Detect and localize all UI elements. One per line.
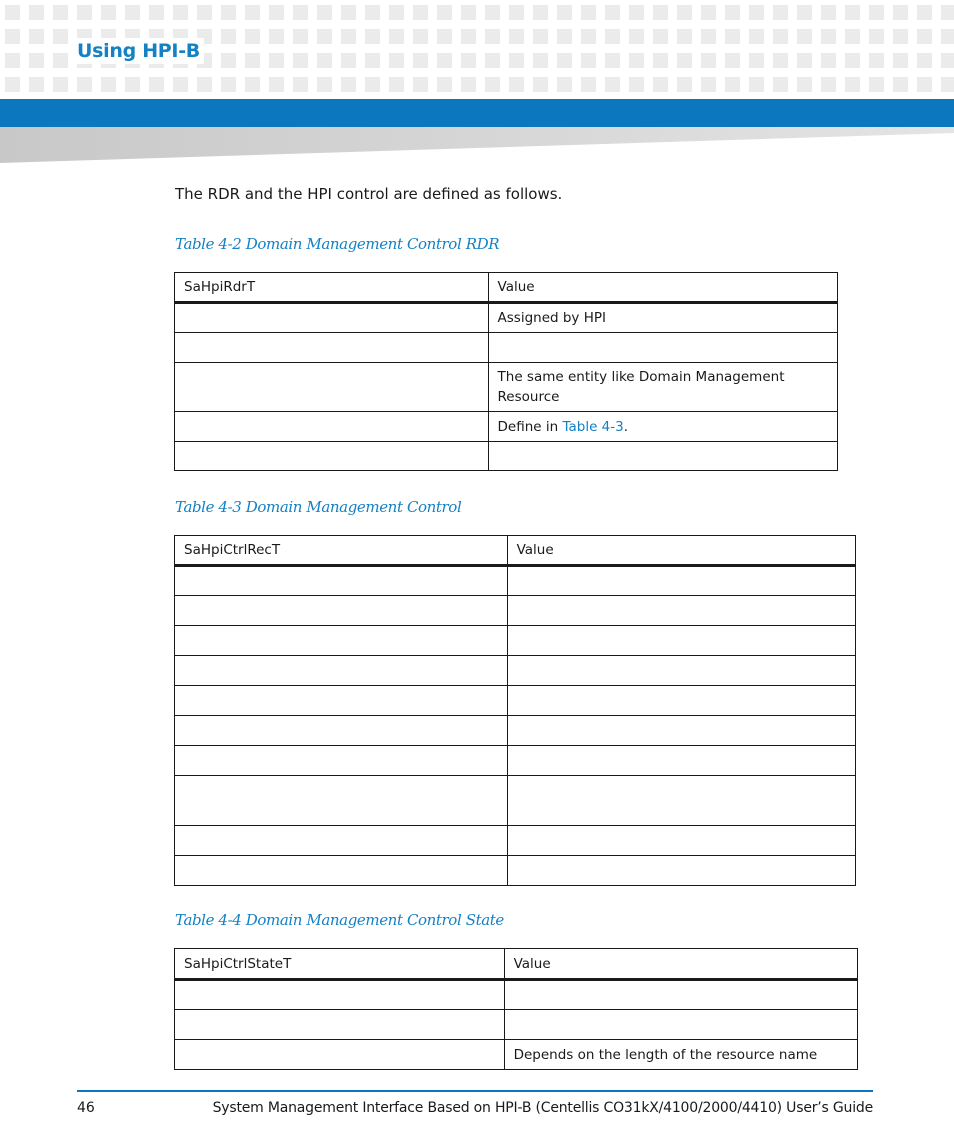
table-cell xyxy=(175,566,508,596)
header-pattern-square xyxy=(437,5,452,20)
table-cell xyxy=(175,303,489,333)
header-pattern-square xyxy=(605,53,620,68)
header-pattern-square xyxy=(365,77,380,92)
table-cell: Assigned by HPI xyxy=(488,303,837,333)
header-pattern-square xyxy=(773,5,788,20)
table-cell xyxy=(175,1010,505,1040)
header-pattern-square xyxy=(941,29,954,44)
header-pattern-square xyxy=(29,29,44,44)
table-row xyxy=(175,596,856,626)
header-pattern-square xyxy=(245,29,260,44)
header-pattern-square xyxy=(533,77,548,92)
table-cell xyxy=(488,412,837,442)
header-pattern-square xyxy=(605,5,620,20)
header-pattern-square xyxy=(581,77,596,92)
table-header-row xyxy=(175,949,858,980)
header-pattern-square xyxy=(941,53,954,68)
column-header: SaHpiRdrT xyxy=(175,273,489,303)
header-pattern-square xyxy=(917,77,932,92)
header-pattern-square xyxy=(5,29,20,44)
table-row xyxy=(175,1040,858,1070)
header-pattern-square xyxy=(797,29,812,44)
header-pattern-square xyxy=(581,5,596,20)
cell-text-suffix: . xyxy=(623,418,629,435)
cell-text-prefix: Define in xyxy=(497,418,563,435)
header-pattern-square xyxy=(677,5,692,20)
header-pattern-square xyxy=(341,53,356,68)
header-pattern-square xyxy=(725,77,740,92)
column-header: Value xyxy=(504,949,857,980)
table-cell xyxy=(175,776,508,826)
header-pattern-square xyxy=(221,77,236,92)
header-pattern-square xyxy=(701,5,716,20)
header-pattern-square xyxy=(77,77,92,92)
header-pattern-square xyxy=(5,53,20,68)
header-pattern-square xyxy=(821,29,836,44)
table-row xyxy=(175,716,856,746)
header-pattern-square xyxy=(317,77,332,92)
header-pattern-square xyxy=(845,5,860,20)
header-pattern-square xyxy=(101,77,116,92)
table-cell xyxy=(175,826,508,856)
header-pattern-square xyxy=(269,5,284,20)
header-pattern-square xyxy=(725,5,740,20)
header-pattern-square xyxy=(29,53,44,68)
table-cell: Depends on the length of the resource name xyxy=(504,1040,857,1070)
table-4-3-caption: Table 4-3 Domain Management Control xyxy=(175,498,462,516)
table-cell xyxy=(175,412,489,442)
header-pattern-square xyxy=(461,5,476,20)
header-pattern-square xyxy=(845,53,860,68)
header-pattern-square xyxy=(53,53,68,68)
header-pattern-square xyxy=(389,29,404,44)
header-gray-wedge xyxy=(0,127,954,163)
header-pattern-square xyxy=(485,77,500,92)
header-pattern-square xyxy=(509,29,524,44)
header-pattern-square xyxy=(293,77,308,92)
table-cell xyxy=(175,686,508,716)
column-header: Value xyxy=(488,273,837,303)
header-pattern-square xyxy=(365,5,380,20)
header-pattern-square xyxy=(173,5,188,20)
table-row xyxy=(175,686,856,716)
header-pattern-square xyxy=(461,77,476,92)
table-row xyxy=(175,746,856,776)
table-row xyxy=(175,776,856,826)
header-pattern-square xyxy=(773,29,788,44)
table-cell xyxy=(175,856,508,886)
table-row xyxy=(175,566,856,596)
table-cell xyxy=(488,333,837,363)
table-header-row xyxy=(175,536,856,566)
header-pattern-square xyxy=(701,77,716,92)
header-pattern-square xyxy=(269,53,284,68)
header-pattern-square xyxy=(893,77,908,92)
header-pattern-square xyxy=(581,29,596,44)
header-pattern-square xyxy=(509,77,524,92)
header-pattern-square xyxy=(461,53,476,68)
table-cell xyxy=(488,442,837,471)
table-cell xyxy=(175,333,489,363)
header-pattern-square xyxy=(653,5,668,20)
table-4-4 xyxy=(174,948,858,1070)
table-row xyxy=(175,333,838,363)
header-pattern-square xyxy=(341,29,356,44)
page-number: 46 xyxy=(77,1100,95,1116)
header-pattern-square xyxy=(701,29,716,44)
table-row xyxy=(175,442,838,471)
header-pattern-square xyxy=(557,29,572,44)
table-cell xyxy=(175,363,489,412)
header-pattern-square xyxy=(413,53,428,68)
table-row xyxy=(175,856,856,886)
table-cell xyxy=(175,1040,505,1070)
header-pattern-square xyxy=(53,29,68,44)
header-pattern-square xyxy=(797,5,812,20)
table-cell xyxy=(175,980,505,1010)
header-pattern-square xyxy=(653,77,668,92)
table-4-2 xyxy=(174,272,838,471)
header-pattern-square xyxy=(893,5,908,20)
table-cell xyxy=(507,826,855,856)
table-cell xyxy=(507,596,855,626)
table-row xyxy=(175,626,856,656)
header-pattern-square xyxy=(317,29,332,44)
header-pattern-square xyxy=(245,77,260,92)
header-pattern-square xyxy=(53,77,68,92)
column-header: SaHpiCtrlStateT xyxy=(175,949,505,980)
table-4-2-caption: Table 4-2 Domain Management Control RDR xyxy=(175,235,500,253)
table-row xyxy=(175,1010,858,1040)
header-pattern-square xyxy=(5,5,20,20)
table-header-row xyxy=(175,273,838,303)
header-pattern-square xyxy=(269,29,284,44)
header-pattern-square xyxy=(29,77,44,92)
table-cell xyxy=(175,626,508,656)
header-pattern-square xyxy=(821,53,836,68)
header-pattern-square xyxy=(797,77,812,92)
header-pattern-square xyxy=(749,29,764,44)
header-pattern-square xyxy=(557,5,572,20)
header-pattern-square xyxy=(365,29,380,44)
header-pattern-square xyxy=(869,29,884,44)
header-pattern-square xyxy=(917,29,932,44)
header-pattern-square xyxy=(293,5,308,20)
header-pattern-square xyxy=(797,53,812,68)
column-header: SaHpiCtrlRecT xyxy=(175,536,508,566)
header-pattern-square xyxy=(437,53,452,68)
header-pattern-square xyxy=(725,29,740,44)
table-cell xyxy=(175,716,508,746)
header-pattern-square xyxy=(173,77,188,92)
table-cell xyxy=(175,746,508,776)
header-pattern-square xyxy=(773,53,788,68)
header-pattern-square xyxy=(653,29,668,44)
header-pattern-square xyxy=(293,53,308,68)
header-pattern-square xyxy=(893,29,908,44)
table-row xyxy=(175,826,856,856)
document-title: System Management Interface Based on HPI-B (Centellis CO31kX/4100/2000/4410) User’s Guide xyxy=(212,1100,873,1116)
header-pattern-square xyxy=(653,53,668,68)
header-pattern-square xyxy=(869,77,884,92)
header-pattern-square xyxy=(533,5,548,20)
header-pattern-square xyxy=(893,53,908,68)
header-pattern-square xyxy=(221,53,236,68)
header-pattern-square xyxy=(677,29,692,44)
table-cell xyxy=(504,1010,857,1040)
table-4-3 xyxy=(174,535,856,886)
header-pattern-square xyxy=(221,5,236,20)
header-pattern-square xyxy=(341,5,356,20)
table-row xyxy=(175,412,838,442)
table-cell xyxy=(507,686,855,716)
header-pattern-square xyxy=(941,5,954,20)
table-4-3-link[interactable]: Table 4-3 xyxy=(562,418,624,435)
header-pattern-square xyxy=(149,77,164,92)
header-pattern-square xyxy=(437,29,452,44)
header-pattern-square xyxy=(125,77,140,92)
header-pattern-square xyxy=(629,29,644,44)
header-pattern-square xyxy=(917,53,932,68)
header-pattern-square xyxy=(389,77,404,92)
header-pattern-square xyxy=(317,53,332,68)
header-pattern-square xyxy=(821,5,836,20)
table-row xyxy=(175,980,858,1010)
header-pattern-square xyxy=(701,53,716,68)
header-pattern-square xyxy=(5,77,20,92)
table-cell xyxy=(507,716,855,746)
table-cell xyxy=(507,776,855,826)
header-pattern-square xyxy=(845,29,860,44)
table-cell xyxy=(175,442,489,471)
header-pattern-square xyxy=(677,53,692,68)
header-pattern-square xyxy=(125,5,140,20)
table-cell: The same entity like Domain Management Resource xyxy=(488,363,837,412)
table-cell xyxy=(175,596,508,626)
header-pattern-square xyxy=(749,77,764,92)
header-pattern-square xyxy=(389,5,404,20)
header-pattern-square xyxy=(557,53,572,68)
header-pattern-square xyxy=(197,5,212,20)
header-pattern-square xyxy=(941,77,954,92)
table-cell xyxy=(507,856,855,886)
header-pattern-square xyxy=(221,29,236,44)
header-pattern-square xyxy=(605,29,620,44)
header-pattern-square xyxy=(77,5,92,20)
header-pattern-square xyxy=(389,53,404,68)
header-pattern-square xyxy=(749,53,764,68)
header-pattern-square xyxy=(317,5,332,20)
header-pattern-square xyxy=(53,5,68,20)
table-row xyxy=(175,656,856,686)
header-pattern-square xyxy=(341,77,356,92)
table-cell xyxy=(507,626,855,656)
header-pattern-square xyxy=(461,29,476,44)
table-cell xyxy=(507,746,855,776)
table-cell xyxy=(175,656,508,686)
footer-rule xyxy=(77,1090,873,1092)
column-header: Value xyxy=(507,536,855,566)
table-cell xyxy=(507,656,855,686)
table-row xyxy=(175,363,838,412)
table-row xyxy=(175,303,838,333)
header-pattern-square xyxy=(485,29,500,44)
header-pattern-square xyxy=(509,53,524,68)
header-pattern-square xyxy=(629,53,644,68)
header-pattern-square xyxy=(845,77,860,92)
header-pattern-square xyxy=(677,77,692,92)
header-pattern-square xyxy=(365,53,380,68)
header-pattern-square xyxy=(101,5,116,20)
header-pattern-square xyxy=(629,5,644,20)
header-pattern-square xyxy=(581,53,596,68)
header-pattern-square xyxy=(725,53,740,68)
header-pattern-square xyxy=(917,5,932,20)
header-pattern-square xyxy=(821,77,836,92)
table-cell xyxy=(504,980,857,1010)
header-pattern-square xyxy=(149,5,164,20)
header-pattern-square xyxy=(533,53,548,68)
header-pattern-square xyxy=(749,5,764,20)
header-blue-bar xyxy=(0,99,954,127)
intro-text: The RDR and the HPI control are defined as follows. xyxy=(175,185,563,203)
header-pattern-square xyxy=(269,77,284,92)
header-pattern-square xyxy=(485,5,500,20)
header-pattern-square xyxy=(629,77,644,92)
header-pattern-square xyxy=(413,5,428,20)
header-pattern-square xyxy=(533,29,548,44)
header-pattern-square xyxy=(437,77,452,92)
table-4-4-caption: Table 4-4 Domain Management Control State xyxy=(175,911,504,929)
header-pattern-square xyxy=(869,53,884,68)
header-pattern-square xyxy=(485,53,500,68)
header-pattern-square xyxy=(293,29,308,44)
table-cell xyxy=(507,566,855,596)
header-pattern-square xyxy=(509,5,524,20)
header-pattern-square xyxy=(413,77,428,92)
header-pattern-square xyxy=(29,5,44,20)
header-pattern-square xyxy=(245,5,260,20)
header-pattern-square xyxy=(557,77,572,92)
header-pattern-square xyxy=(197,77,212,92)
header-pattern-square xyxy=(413,29,428,44)
header-pattern-square xyxy=(245,53,260,68)
section-title: Using HPI-B xyxy=(77,38,204,64)
header-pattern-square xyxy=(605,77,620,92)
header-pattern-square xyxy=(869,5,884,20)
header-pattern-square xyxy=(773,77,788,92)
